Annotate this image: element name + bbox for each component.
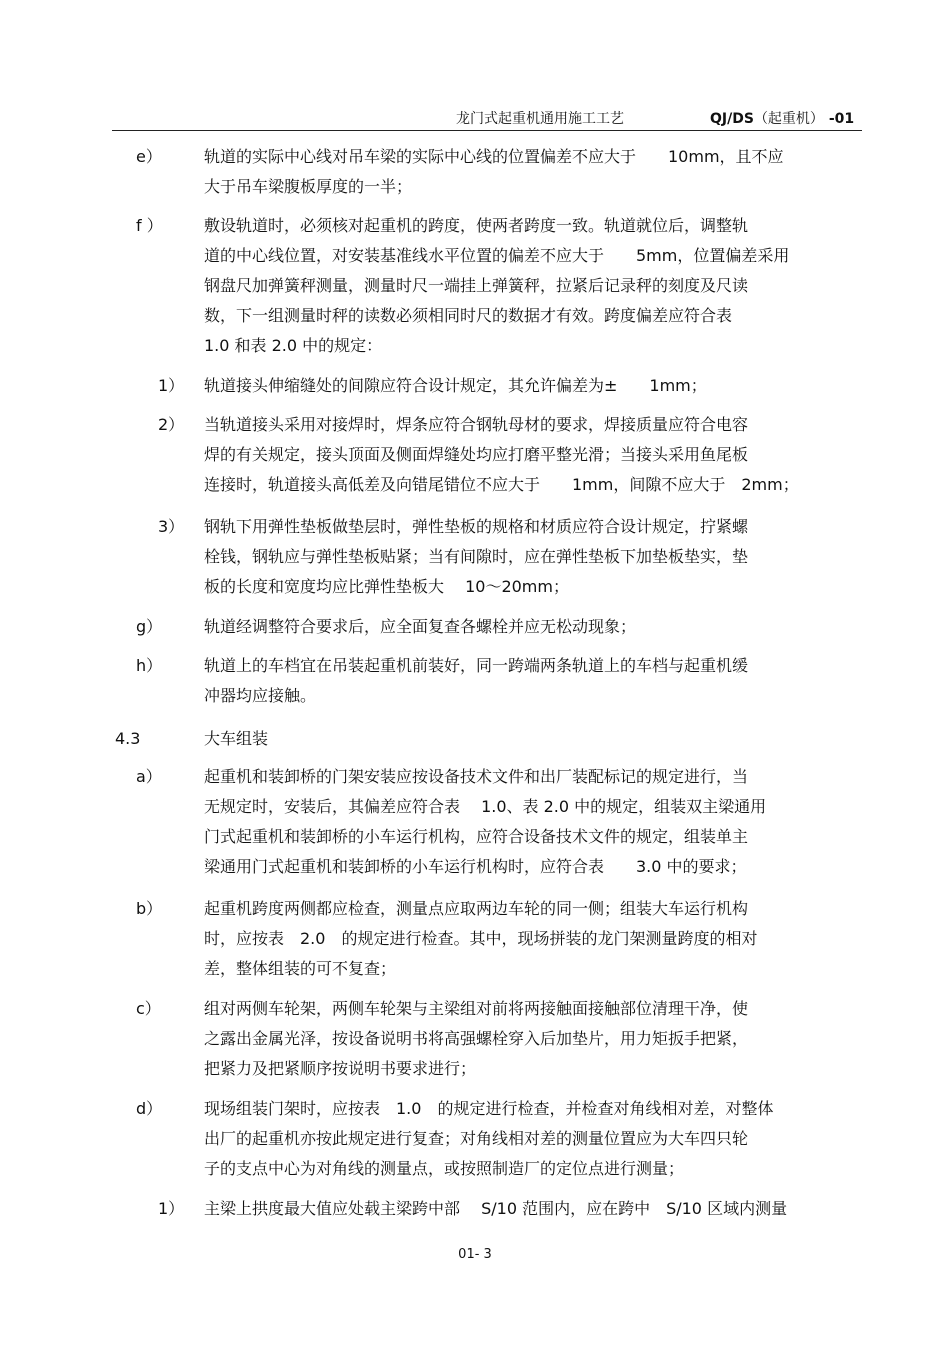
clause-text [204, 371, 864, 401]
page-number: 01- 3 [458, 1247, 492, 1262]
text-line: 钢轨下用弹性垫板做垫层时，弹性垫板的规格和材质应符合设计规定，拧紧螺 [204, 517, 749, 536]
text-line: 大车组装 [204, 729, 269, 748]
text-line: 道的中心线位置，对安装基准线水平位置的偏差不应大于 5mm，位置偏差采用 [204, 246, 790, 265]
clause-label: 1） [158, 1199, 185, 1218]
text-line: 子的支点中心为对角线的测量点，或按照制造厂的定位点进行测量； [204, 1159, 685, 1178]
text-line: 轨道接头伸缩缝处的间隙应符合设计规定，其允许偏差为± 1mm； [204, 376, 707, 395]
text-line: 连接时，轨道接头高低差及向错尾错位不应大于 1mm，间隙不应大于 2mm； [204, 475, 799, 494]
text-line: 栓钱，钢轨应与弹性垫板贴紧；当有间隙时，应在弹性垫板下加垫板垫实，垫 [204, 547, 749, 566]
text-line: 大于吊车梁腹板厚度的一半； [204, 177, 413, 196]
clause-label: e） [136, 147, 162, 166]
clause-label: 3） [158, 517, 185, 536]
header-doc-code [710, 108, 854, 128]
clause-text [204, 762, 864, 882]
header-code-prefix: QJ/DS [710, 111, 754, 127]
text-line: 现场组装门架时，应按表 1.0 的规定进行检查，并检查对角线相对差，对整体 [204, 1099, 774, 1118]
text-line: 1.0 和表 2.0 中的规定： [204, 336, 383, 355]
text-line: 无规定时，安装后，其偏差应符合表 1.0、表 2.0 中的规定，组装双主梁通用 [204, 797, 767, 816]
clause-text [204, 142, 864, 202]
text-line: 时，应按表 2.0 的规定进行检查。其中，现场拼装的龙门架测量跨度的相对 [204, 929, 758, 948]
text-line: 焊的有关规定，接头顶面及侧面焊缝处均应打磨平整光滑；当接头采用鱼尾板 [204, 445, 749, 464]
text-line: 差，整体组装的可不复查； [204, 959, 397, 978]
text-line: 组对两侧车轮架，两侧车轮架与主梁组对前将两接触面接触部位清理干净，使 [204, 999, 749, 1018]
text-line: 敷设轨道时，必须核对起重机的跨度，使两者跨度一致。轨道就位后，调整轨 [204, 216, 749, 235]
text-line: 出厂的起重机亦按此规定进行复查；对角线相对差的测量位置应为大车四只轮 [204, 1129, 749, 1148]
clause-label: 2） [158, 415, 185, 434]
section-title [204, 724, 864, 754]
text-line: 把紧力及把紧顺序按说明书要求进行； [204, 1059, 477, 1078]
text-line: 板的长度和宽度均应比弹性垫板大 10～20mm； [204, 577, 569, 596]
clause-label: d） [136, 1099, 163, 1118]
clause-label: g） [136, 617, 163, 636]
text-line: 梁通用门式起重机和装卸桥的小车运行机构时，应符合表 3.0 中的要求； [204, 857, 747, 876]
clause-text [204, 651, 864, 711]
text-line: 之露出金属光泽，按设备说明书将高强螺栓穿入后加垫片，用力矩扳手把紧， [204, 1029, 749, 1048]
clause-text [204, 211, 864, 361]
clause-label: 1） [158, 376, 185, 395]
clause-text [204, 612, 864, 642]
text-line: 主梁上拱度最大值应处载主梁跨中部 S/10 范围内，应在跨中 S/10 区域内测量 [204, 1199, 788, 1218]
text-line: 钢盘尺加弹簧秤测量，测量时尺一端挂上弹簧秤，拉紧后记录秤的刻度及尺读 [204, 276, 749, 295]
clause-label: b） [136, 899, 163, 918]
text-line: 轨道经调整符合要求后，应全面复查各螺栓并应无松动现象； [204, 617, 637, 636]
text-line: 起重机和装卸桥的门架安装应按设备技术文件和出厂装配标记的规定进行，当 [204, 767, 749, 786]
clause-text [204, 994, 864, 1084]
page-header [112, 104, 862, 131]
header-code-paren: （起重机） [753, 111, 824, 127]
text-line: 轨道上的车档宜在吊装起重机前装好，同一跨端两条轨道上的车档与起重机缓 [204, 656, 749, 675]
text-line: 当轨道接头采用对接焊时，焊条应符合钢轨母材的要求，焊接质量应符合电容 [204, 415, 749, 434]
text-line: 轨道的实际中心线对吊车梁的实际中心线的位置偏差不应大于 10mm，且不应 [204, 147, 784, 166]
section-number: 4.3 [115, 729, 141, 748]
text-line: 冲器均应接触。 [204, 686, 317, 705]
clause-label: c） [136, 999, 161, 1018]
text-line: 门式起重机和装卸桥的小车运行机构，应符合设备技术文件的规定，组装单主 [204, 827, 749, 846]
clause-text [204, 410, 864, 500]
header-code-suffix: -01 [828, 111, 855, 127]
header-title: 龙门式起重机通用施工工艺 [456, 111, 624, 127]
clause-text [204, 1094, 864, 1184]
text-line: 起重机跨度两侧都应检查，测量点应取两边车轮的同一侧；组装大车运行机构 [204, 899, 749, 918]
clause-text [204, 894, 864, 984]
clause-text [204, 512, 864, 602]
clause-label: h） [136, 656, 163, 675]
clause-label: f ） [136, 216, 163, 235]
clause-text [204, 1194, 864, 1224]
text-line: 数，下一组测量时秤的读数必须相同时尺的数据才有效。跨度偏差应符合表 [204, 306, 733, 325]
clause-label: a） [136, 767, 162, 786]
